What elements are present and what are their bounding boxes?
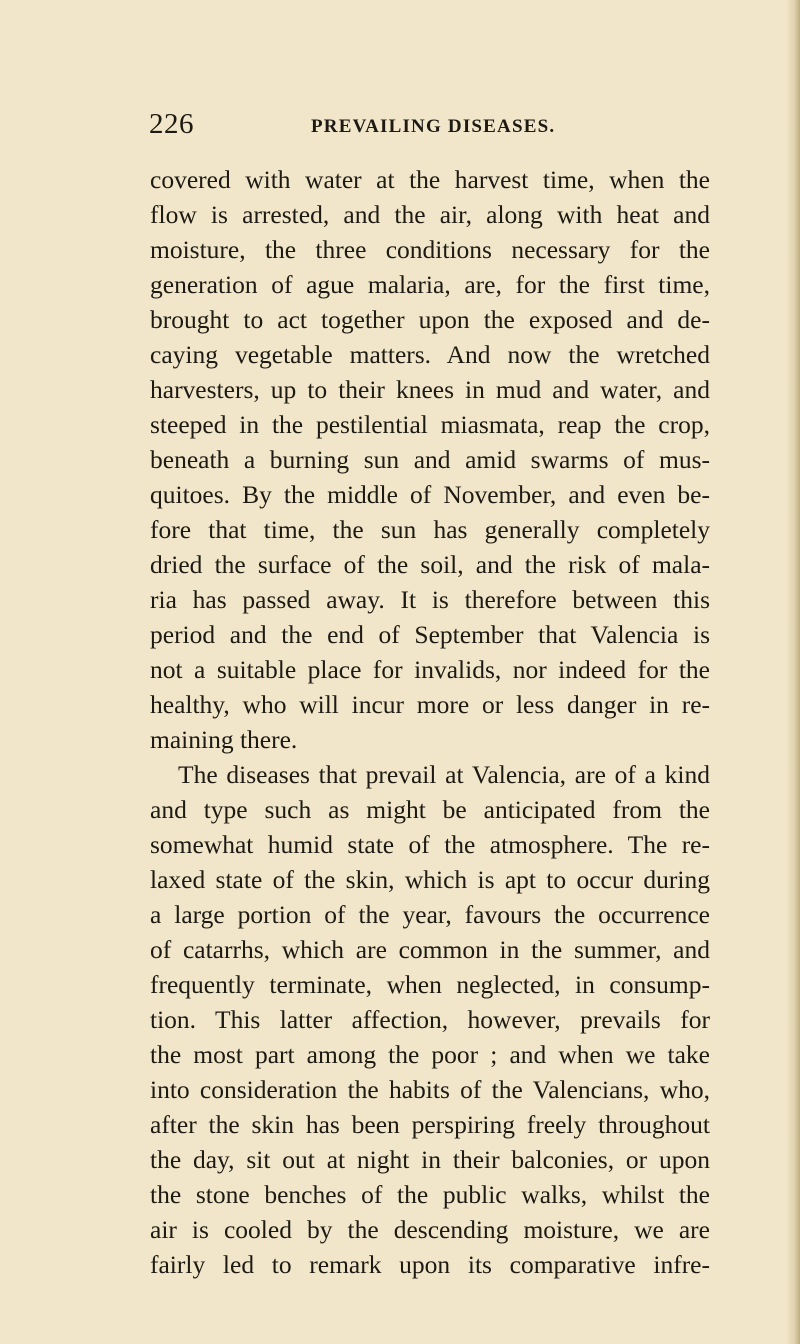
text-line: steeped in the pestilential miasmata, reap the crop, xyxy=(150,410,710,439)
text-line: fairly led to remark upon its comparative infre- xyxy=(150,1250,710,1279)
text-line: period and the end of September that Valencia is xyxy=(150,620,710,649)
text-line: the most part among the poor ; and when we take xyxy=(150,1040,710,1069)
text-line: a large portion of the year, favours the occurrence xyxy=(150,900,710,929)
running-title: PREVAILING DISEASES. xyxy=(311,116,556,137)
text-line: healthy, who will incur more or less danger in re- xyxy=(150,690,710,719)
text-line: air is cooled by the descending moisture, we are xyxy=(150,1215,710,1244)
text-line: fore that time, the sun has generally completely xyxy=(150,515,710,544)
paragraph-end-line: maining there. xyxy=(150,725,298,754)
text-line: not a suitable place for invalids, nor indeed for the xyxy=(150,655,710,684)
text-line: after the skin has been perspiring freely throughout xyxy=(150,1110,710,1139)
text-line: quitoes. By the middle of November, and even be- xyxy=(150,480,710,509)
text-line: moisture, the three conditions necessary for the xyxy=(150,235,710,264)
text-line: dried the surface of the soil, and the risk of mala- xyxy=(150,550,710,579)
text-line: beneath a burning sun and amid swarms of mus- xyxy=(150,445,710,474)
text-line: and type such as might be anticipated from the xyxy=(150,795,710,824)
text-line: harvesters, up to their knees in mud and water, and xyxy=(150,375,710,404)
text-line: caying vegetable matters. And now the wretched xyxy=(150,340,710,369)
body-text xyxy=(150,162,710,1282)
text-line: somewhat humid state of the atmosphere. The re- xyxy=(150,830,710,859)
page-number: 226 xyxy=(149,108,194,140)
text-line: ria has passed away. It is therefore between this xyxy=(150,585,710,614)
paragraph-start-line: The diseases that prevail at Valencia, are of a kind xyxy=(178,760,710,789)
text-line: laxed state of the skin, which is apt to occur during xyxy=(150,865,710,894)
running-head xyxy=(149,108,709,144)
text-line: brought to act together upon the exposed and de- xyxy=(150,305,710,334)
text-line: into consideration the habits of the Valencians, who, xyxy=(150,1075,710,1104)
text-line: flow is arrested, and the air, along with heat and xyxy=(150,200,710,229)
text-line: the day, sit out at night in their balconies, or upon xyxy=(150,1145,710,1174)
text-line: frequently terminate, when neglected, in consump- xyxy=(150,970,710,999)
text-line: of catarrhs, which are common in the summer, and xyxy=(150,935,710,964)
text-line: generation of ague malaria, are, for the first time, xyxy=(150,270,710,299)
text-line: the stone benches of the public walks, whilst the xyxy=(150,1180,710,1209)
text-line: covered with water at the harvest time, when the xyxy=(150,165,710,194)
text-line: tion. This latter affection, however, prevails for xyxy=(150,1005,710,1034)
page-edge-shadow xyxy=(786,0,800,1344)
